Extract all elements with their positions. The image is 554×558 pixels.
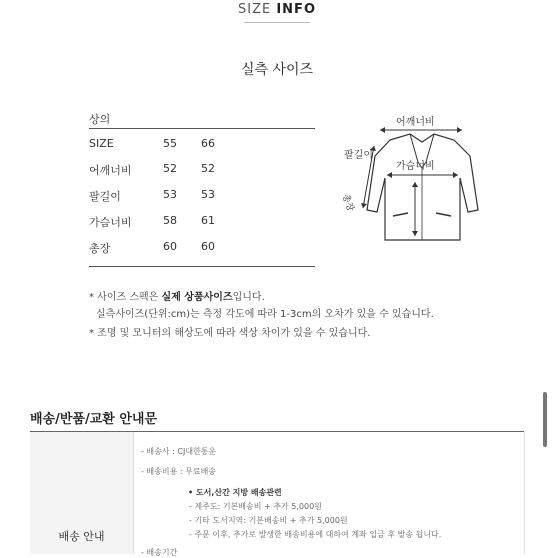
diagram-label-shoulder: 어깨너비 [396, 117, 435, 128]
note-line-2: 실측사이즈(단위:cm)는 측정 각도에 따라 1-3cm의 오차가 있을 수 있습니다. [96, 309, 434, 320]
scrollbar-thumb[interactable] [543, 392, 547, 447]
table-cell: 58 [163, 214, 177, 227]
size-label: SIZE [237, 2, 272, 17]
info-label: INFO [276, 2, 316, 17]
jacket-diagram [330, 112, 530, 262]
shipping-after-order: - 주문 이후, 추가로 발생한 배송비용에 대하여 계좌 입금 후 발송 됩니다. [189, 530, 442, 539]
diagram-label-length: 총장 [339, 193, 356, 213]
table-cell: 52 [201, 162, 215, 175]
table-top-rule [89, 128, 315, 129]
shipping-period: - 배송기간 [141, 548, 178, 557]
table-header-66: 66 [201, 137, 215, 150]
table-cell: 61 [201, 214, 215, 227]
heading-underline [244, 22, 310, 23]
diagram-label-sleeve: 팔길이 [344, 150, 373, 161]
table-cell: 53 [163, 188, 177, 201]
table-bottom-rule [89, 266, 315, 267]
shipping-other-island: - 기타 도서지역: 기본배송비 + 추가 5,000원 [189, 516, 348, 525]
table-cell: 60 [163, 240, 177, 253]
table-header-size: SIZE [89, 137, 114, 150]
table-row-label: 총장 [89, 242, 111, 255]
note-line-3: * 조명 및 모니터의 해상도에 따라 색상 차이가 있을 수 있습니다. [89, 328, 371, 339]
shipping-fee: - 배송비용 : 무료배송 [141, 467, 217, 476]
table-row-label: 팔길이 [89, 190, 121, 203]
shipping-remote-title: • 도서,산간 지방 배송관련 [188, 488, 282, 497]
shipping-jeju: - 제주도: 기본배송비 + 추가 5,000원 [189, 502, 322, 511]
shipping-label: 배송 안내 [58, 530, 105, 543]
note-line-1-bold: 실제 상품사이즈 [161, 292, 233, 303]
diagram-label-chest: 가슴너비 [396, 161, 435, 172]
section-title: 실측 사이즈 [240, 62, 314, 78]
note-line-1-suffix: 입니다. [232, 292, 265, 303]
shipping-courier: - 배송사 : CJ대한통운 [141, 447, 217, 456]
table-row-label: 어깨너비 [89, 164, 132, 177]
shipping-title: 배송/반품/교환 안내문 [30, 412, 158, 427]
table-cell: 53 [201, 188, 215, 201]
category-label: 상의 [89, 113, 111, 126]
table-header-55: 55 [163, 137, 177, 150]
table-row-label: 가슴너비 [89, 216, 132, 229]
note-line-1-prefix: * 사이즈 스펙은 [89, 292, 162, 303]
table-cell: 60 [201, 240, 215, 253]
note-line-1 [89, 288, 265, 303]
size-info-heading [0, 2, 554, 17]
table-cell: 52 [163, 162, 177, 175]
